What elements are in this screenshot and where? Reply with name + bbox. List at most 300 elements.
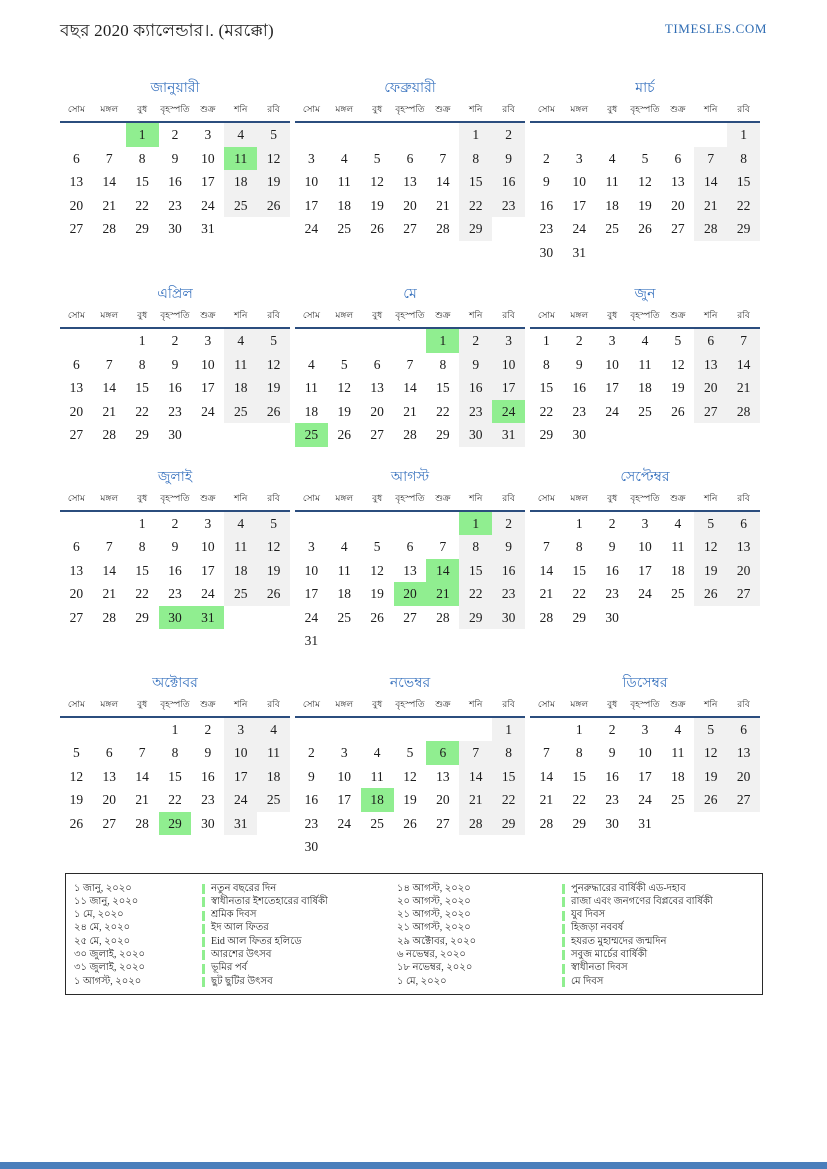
day-grid (295, 329, 525, 447)
weekday-label: মঙ্গল (100, 310, 119, 320)
empty-day-cell (426, 718, 459, 742)
day-cell: 13 (403, 174, 417, 189)
day-cell: 27 (69, 609, 84, 625)
day-cell: 15 (572, 562, 587, 578)
day-cell: 16 (201, 768, 215, 784)
empty-day-cell (361, 512, 394, 536)
day-cell: 24 (201, 197, 215, 213)
day-cell: 5 (694, 512, 727, 536)
day-cell: 1 (575, 515, 583, 531)
day-grid (530, 123, 760, 264)
day-cell: 5 (257, 123, 290, 147)
weekday-label: বুধ (607, 492, 618, 503)
day-cell: 30 (168, 427, 182, 442)
day-cell: 17 (201, 174, 215, 189)
legend-date: ২৯ অক্টোবর, ২০২০ (397, 935, 477, 947)
day-cell: 9 (492, 147, 525, 171)
day-cell: 8 (575, 539, 583, 554)
day-grid (295, 123, 525, 241)
day-cell: 31 (492, 423, 525, 447)
day-cell: 3 (308, 150, 315, 166)
day-cell: 25 (224, 582, 257, 606)
day-cell: 9 (543, 174, 550, 189)
day-cell: 11 (671, 539, 685, 554)
weekday-label: বুধ (372, 492, 383, 503)
month-title: ফেব্রুয়ারী (384, 81, 436, 96)
weekday-label: শুক্র (435, 492, 451, 503)
day-cell: 15 (539, 380, 554, 395)
empty-day-cell (60, 329, 93, 353)
month-title: মার্চ (635, 81, 655, 96)
day-cell: 14 (459, 765, 492, 789)
holiday-day-cell: 11 (224, 147, 257, 171)
weekday-label: বৃহস্পতি (395, 698, 425, 709)
weekday-label: রবি (502, 104, 515, 114)
day-grid (295, 718, 525, 859)
legend-holiday-label: হযরত মুহাম্মদের জন্মদিন (571, 935, 667, 947)
legend-green-marker (202, 884, 205, 894)
day-cell: 8 (492, 741, 525, 765)
legend-date: ২০ আগস্ট, ২০২০ (397, 895, 471, 907)
weekday-label: বুধ (607, 310, 618, 320)
day-cell: 27 (671, 221, 685, 236)
weekday-label: বুধ (372, 104, 383, 114)
day-cell: 12 (370, 174, 384, 189)
day-cell: 3 (224, 718, 257, 742)
day-cell: 13 (403, 562, 417, 578)
day-cell: 29 (539, 427, 554, 442)
day-cell: 5 (373, 150, 381, 166)
day-cell: 19 (403, 792, 417, 807)
day-cell: 19 (370, 197, 384, 213)
weekday-header-row (530, 308, 760, 329)
day-cell: 1 (459, 123, 492, 147)
day-cell: 27 (69, 427, 84, 442)
day-cell: 1 (171, 721, 179, 737)
weekday-label: বুধ (372, 310, 383, 320)
day-cell: 25 (638, 403, 652, 419)
weekday-label: রবি (267, 492, 280, 503)
day-cell: 7 (543, 539, 550, 554)
weekday-label: বৃহস্পতি (395, 492, 425, 503)
day-cell: 1 (138, 333, 146, 348)
empty-day-cell (530, 512, 563, 536)
empty-day-cell (295, 329, 328, 353)
bottom-accent-bar (0, 1162, 827, 1169)
weekday-label: শনি (234, 104, 248, 114)
day-cell: 22 (459, 194, 492, 218)
day-cell: 26 (257, 400, 290, 424)
day-cell: 12 (694, 535, 727, 559)
day-cell: 11 (224, 353, 257, 377)
day-cell: 27 (403, 221, 417, 236)
day-cell: 9 (608, 745, 616, 760)
day-cell: 8 (138, 539, 146, 554)
site-link[interactable]: TIMESLES.COM (664, 21, 767, 36)
day-cell: 13 (69, 562, 84, 578)
day-cell: 30 (201, 815, 215, 831)
day-cell: 30 (304, 839, 319, 854)
day-grid (60, 329, 290, 447)
weekday-label: বৃহস্পতি (160, 698, 190, 709)
day-cell: 2 (608, 721, 616, 737)
day-cell: 21 (727, 376, 760, 400)
day-cell: 11 (638, 356, 652, 372)
empty-day-cell (295, 512, 328, 536)
page-title: বছর 2020 ক্যালেন্ডার।. (মরক্কো) (60, 21, 274, 40)
day-cell: 1 (575, 721, 583, 737)
legend-green-marker (202, 897, 205, 907)
day-cell: 22 (168, 792, 182, 807)
weekday-label: শনি (704, 310, 718, 320)
day-cell: 13 (727, 535, 760, 559)
legend-row (74, 974, 756, 987)
day-cell: 26 (257, 582, 290, 606)
day-cell: 17 (638, 768, 652, 784)
month-title: নভেম্বর (389, 675, 431, 691)
holiday-day-cell: 31 (191, 606, 224, 630)
day-cell: 15 (459, 170, 492, 194)
weekday-label: বুধ (137, 104, 148, 114)
day-cell: 1 (727, 123, 760, 147)
legend-date: ২৫ মে, ২০২০ (74, 935, 131, 947)
weekday-label: রবি (737, 492, 750, 503)
day-cell: 19 (370, 586, 384, 601)
day-cell: 4 (674, 721, 682, 737)
day-cell: 25 (671, 792, 685, 807)
day-cell: 23 (168, 197, 182, 213)
month-title: জুলাই (157, 469, 193, 485)
day-cell: 16 (539, 197, 554, 213)
holiday-legend (65, 873, 763, 995)
empty-day-cell (694, 123, 727, 147)
legend-green-marker (202, 950, 205, 960)
day-cell: 22 (492, 788, 525, 812)
empty-day-cell (361, 329, 394, 353)
day-cell: 2 (608, 515, 616, 531)
month-3 (530, 78, 760, 264)
holiday-day-cell: 1 (459, 512, 492, 536)
day-cell: 23 (492, 582, 525, 606)
day-cell: 6 (694, 329, 727, 353)
holiday-day-cell: 1 (126, 123, 159, 147)
month-title: জুন (634, 287, 656, 302)
day-cell: 28 (436, 609, 450, 625)
day-cell: 27 (370, 427, 384, 442)
day-cell: 2 (492, 512, 525, 536)
day-cell: 21 (436, 197, 450, 213)
weekday-label: সোম (537, 492, 556, 503)
legend-green-marker (562, 964, 565, 974)
day-cell: 29 (572, 815, 587, 831)
day-cell: 12 (638, 174, 652, 189)
day-cell: 12 (257, 535, 290, 559)
day-cell: 24 (304, 609, 319, 625)
day-cell: 16 (605, 768, 619, 784)
holiday-day-cell: 29 (159, 812, 192, 836)
weekday-label: শনি (234, 310, 248, 320)
day-cell: 13 (671, 174, 685, 189)
legend-green-marker (562, 977, 565, 987)
weekday-label: শুক্র (200, 104, 216, 114)
day-cell: 30 (539, 244, 554, 260)
day-cell: 30 (459, 423, 492, 447)
legend-holiday-label: ছুট ছুটির উৎসব (211, 975, 273, 987)
day-cell: 3 (492, 329, 525, 353)
day-cell: 12 (257, 147, 290, 171)
day-cell: 24 (337, 815, 352, 831)
day-cell: 2 (459, 329, 492, 353)
month-6 (530, 284, 760, 447)
legend-holiday-label: যুব দিবস (571, 909, 606, 921)
weekday-label: রবি (267, 104, 280, 114)
month-title: আগস্ট (390, 469, 430, 485)
weekday-label: সোম (302, 104, 321, 114)
day-cell: 5 (257, 512, 290, 536)
day-cell: 24 (201, 403, 215, 419)
day-cell: 15 (572, 768, 587, 784)
empty-day-cell (629, 123, 662, 147)
weekday-header-row (295, 102, 525, 123)
day-cell: 29 (135, 221, 149, 236)
day-cell: 9 (204, 745, 212, 760)
weekday-header-row (295, 697, 525, 718)
weekday-label: মঙ্গল (335, 310, 354, 320)
empty-day-cell (93, 123, 126, 147)
day-cell: 22 (727, 194, 760, 218)
day-cell: 14 (694, 170, 727, 194)
day-cell: 2 (204, 721, 212, 737)
day-cell: 5 (406, 745, 414, 760)
empty-day-cell (426, 123, 459, 147)
legend-row (74, 920, 756, 933)
day-cell: 10 (572, 174, 587, 189)
day-cell: 7 (727, 329, 760, 353)
day-cell: 23 (539, 221, 554, 236)
day-cell: 20 (727, 765, 760, 789)
day-cell: 12 (337, 380, 352, 395)
empty-day-cell (93, 512, 126, 536)
weekday-label: রবি (502, 698, 515, 709)
weekday-label: শুক্র (200, 698, 216, 709)
weekday-label: সোম (537, 310, 556, 320)
day-cell: 3 (308, 539, 315, 554)
day-cell: 29 (492, 812, 525, 836)
day-cell: 25 (224, 194, 257, 218)
legend-holiday-label: শ্রমিক দিবস (211, 909, 257, 921)
weekday-label: রবি (267, 310, 280, 320)
day-cell: 8 (575, 745, 583, 760)
holiday-day-cell: 25 (295, 423, 328, 447)
day-cell: 12 (257, 353, 290, 377)
day-cell: 15 (492, 765, 525, 789)
day-cell: 18 (605, 197, 619, 213)
legend-green-marker (562, 937, 565, 947)
day-cell: 17 (201, 380, 215, 395)
day-cell: 17 (605, 380, 619, 395)
day-grid (60, 718, 290, 836)
day-cell: 11 (257, 741, 290, 765)
day-cell: 6 (73, 150, 80, 166)
legend-row (74, 934, 756, 947)
legend-green-marker (562, 950, 565, 960)
month-9 (530, 467, 760, 653)
legend-date: ২১ আগস্ট, ২০২০ (397, 909, 471, 921)
empty-day-cell (361, 718, 394, 742)
day-cell: 8 (171, 745, 179, 760)
month-11 (295, 673, 525, 859)
day-cell: 24 (605, 403, 619, 419)
day-cell: 22 (572, 586, 587, 601)
day-cell: 4 (674, 515, 682, 531)
day-cell: 20 (102, 792, 117, 807)
day-cell: 21 (403, 403, 417, 419)
day-cell: 27 (727, 788, 760, 812)
legend-green-marker (562, 924, 565, 934)
day-cell: 20 (370, 403, 384, 419)
day-cell: 16 (168, 380, 182, 395)
day-cell: 3 (204, 333, 212, 348)
day-cell: 30 (605, 609, 619, 625)
weekday-label: শুক্র (435, 104, 451, 114)
day-cell: 26 (370, 221, 384, 236)
day-cell: 11 (605, 174, 619, 189)
day-cell: 5 (340, 356, 348, 372)
holiday-day-cell: 18 (361, 788, 394, 812)
month-title: মে (403, 287, 417, 302)
day-cell: 24 (638, 792, 652, 807)
day-cell: 23 (492, 194, 525, 218)
weekday-header-row (530, 697, 760, 718)
day-cell: 2 (575, 333, 583, 348)
day-cell: 17 (304, 586, 319, 601)
day-cell: 7 (105, 150, 113, 166)
legend-row (74, 960, 756, 973)
day-cell: 20 (69, 403, 84, 419)
weekday-label: রবি (502, 492, 515, 503)
day-cell: 28 (403, 427, 417, 442)
day-cell: 20 (403, 197, 417, 213)
day-cell: 29 (459, 217, 492, 241)
day-cell: 31 (224, 812, 257, 836)
day-cell: 7 (439, 150, 447, 166)
weekday-label: শনি (469, 104, 483, 114)
day-cell: 20 (671, 197, 685, 213)
day-cell: 16 (605, 562, 619, 578)
day-cell: 26 (370, 609, 384, 625)
weekday-label: শনি (704, 104, 718, 114)
day-cell: 25 (337, 609, 352, 625)
empty-day-cell (295, 718, 328, 742)
day-cell: 26 (257, 194, 290, 218)
weekday-label: মঙ্গল (570, 104, 589, 114)
legend-holiday-label: রাজা এবং জনগণের বিপ্লবের বার্ষিকী (571, 895, 713, 907)
months-grid (60, 78, 767, 859)
day-cell: 28 (135, 815, 149, 831)
weekday-label: শনি (704, 492, 718, 503)
day-cell: 29 (436, 427, 450, 442)
day-cell: 11 (337, 174, 351, 189)
empty-day-cell (596, 123, 629, 147)
empty-day-cell (328, 718, 361, 742)
day-cell: 28 (102, 609, 117, 625)
legend-green-marker (202, 937, 205, 947)
day-cell: 17 (304, 197, 319, 213)
day-cell: 14 (403, 380, 417, 395)
day-cell: 25 (224, 400, 257, 424)
day-cell: 3 (641, 721, 649, 737)
empty-day-cell (361, 123, 394, 147)
day-cell: 6 (406, 150, 414, 166)
day-cell: 8 (459, 147, 492, 171)
day-cell: 11 (224, 535, 257, 559)
day-cell: 8 (439, 356, 447, 372)
day-cell: 2 (543, 150, 550, 166)
day-cell: 14 (102, 380, 117, 395)
weekday-label: বুধ (372, 698, 383, 709)
legend-row (74, 881, 756, 894)
day-cell: 23 (605, 586, 619, 601)
day-cell: 23 (572, 403, 587, 419)
day-grid (60, 123, 290, 241)
day-cell: 7 (105, 356, 113, 372)
day-cell: 23 (459, 400, 492, 424)
legend-holiday-label: ইদ আল ফিতর (211, 922, 269, 934)
day-cell: 6 (105, 745, 113, 760)
legend-green-marker (562, 911, 565, 921)
weekday-header-row (60, 697, 290, 718)
day-cell: 10 (492, 353, 525, 377)
day-cell: 14 (102, 562, 117, 578)
day-cell: 10 (337, 768, 352, 784)
day-cell: 6 (406, 539, 414, 554)
weekday-label: শনি (469, 698, 483, 709)
legend-date: ১ জানু, ২০২০ (74, 882, 132, 894)
day-cell: 8 (138, 150, 146, 166)
legend-green-marker (202, 964, 205, 974)
day-cell: 9 (171, 150, 179, 166)
month-12 (530, 673, 760, 859)
weekday-label: শুক্র (670, 310, 686, 320)
empty-day-cell (426, 512, 459, 536)
day-cell: 20 (69, 197, 84, 213)
day-cell: 8 (459, 535, 492, 559)
legend-holiday-label: হিজড়া নববর্ষ (571, 922, 624, 934)
weekday-label: মঙ্গল (100, 698, 119, 709)
day-cell: 26 (694, 582, 727, 606)
legend-green-marker (562, 897, 565, 907)
empty-day-cell (394, 123, 427, 147)
weekday-label: শুক্র (435, 698, 451, 709)
legend-date: ১১ জানু, ২০২০ (74, 895, 139, 907)
day-cell: 6 (727, 512, 760, 536)
month-10 (60, 673, 290, 859)
day-cell: 4 (224, 123, 257, 147)
day-cell: 26 (638, 221, 652, 236)
day-cell: 28 (727, 400, 760, 424)
day-cell: 13 (436, 768, 450, 784)
day-cell: 9 (171, 356, 179, 372)
day-cell: 21 (102, 586, 117, 601)
day-cell: 16 (168, 562, 182, 578)
day-cell: 30 (572, 427, 587, 442)
day-cell: 2 (171, 515, 179, 531)
weekday-label: মঙ্গল (100, 104, 119, 114)
legend-holiday-name (562, 974, 756, 991)
day-cell: 31 (638, 815, 652, 831)
day-cell: 25 (370, 815, 384, 831)
day-cell: 29 (572, 609, 587, 625)
